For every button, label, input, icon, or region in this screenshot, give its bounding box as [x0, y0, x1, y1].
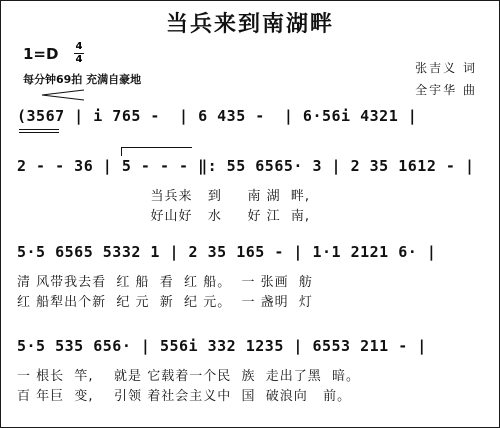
beam — [19, 129, 59, 130]
time-signature-bottom: 4 — [75, 54, 83, 65]
lyricist-credit: 张吉义 词 — [415, 61, 477, 75]
time-signature — [74, 42, 84, 65]
lyrics-row-4a: 一 根长 竿, 就是 它载着一个民 族 走出了黑 暗。 — [17, 369, 360, 384]
notes-row-1: (3567 | i 765 - | 6 435 - | 6·56i 4321 | — [17, 107, 418, 125]
notes-row-2: 2 - - 36 | 5 - - - ‖: 55 6565· 3 | 2 35 1612 - | — [17, 157, 475, 175]
lyrics-row-2a: 当兵来 到 南 湖 畔, — [17, 189, 311, 204]
time-signature-top: 4 — [75, 41, 83, 52]
tempo-marking: 每分钟69拍 充满自豪地 — [23, 73, 142, 86]
lyrics-row-2b: 好山好 水 好 江 南, — [17, 209, 311, 224]
lyrics-row-3a: 清 风带我去看 红 船 看 红 船。 一 张画 舫 — [17, 275, 313, 290]
crescendo-hairpin-icon — [41, 89, 85, 101]
notes-row-4: 5·5 535 656· | 556i 332 1235 | 6553 211 - | — [17, 337, 427, 355]
song-title: 当兵来到南湖畔 — [165, 11, 334, 37]
lyrics-row-4b: 百 年巨 变, 引领 着社会主义中 国 破浪向 前。 — [17, 389, 352, 404]
staff-line-1 — [17, 107, 489, 137]
lyrics-row-3b: 红 船犁出个新 纪 元 新 纪 元。 一 盏明 灯 — [17, 295, 313, 310]
staff-line-3 — [17, 243, 489, 310]
staff-line-2 — [17, 157, 489, 224]
volta-bracket — [121, 147, 192, 156]
key-signature: 1=D — [23, 45, 59, 63]
staff-line-4 — [17, 337, 489, 404]
beam — [19, 132, 59, 133]
composer-credit: 全宇华 曲 — [415, 83, 477, 97]
notes-row-3: 5·5 6565 5332 1 | 2 35 165 - | 1·1 2121 6· | — [17, 243, 437, 261]
